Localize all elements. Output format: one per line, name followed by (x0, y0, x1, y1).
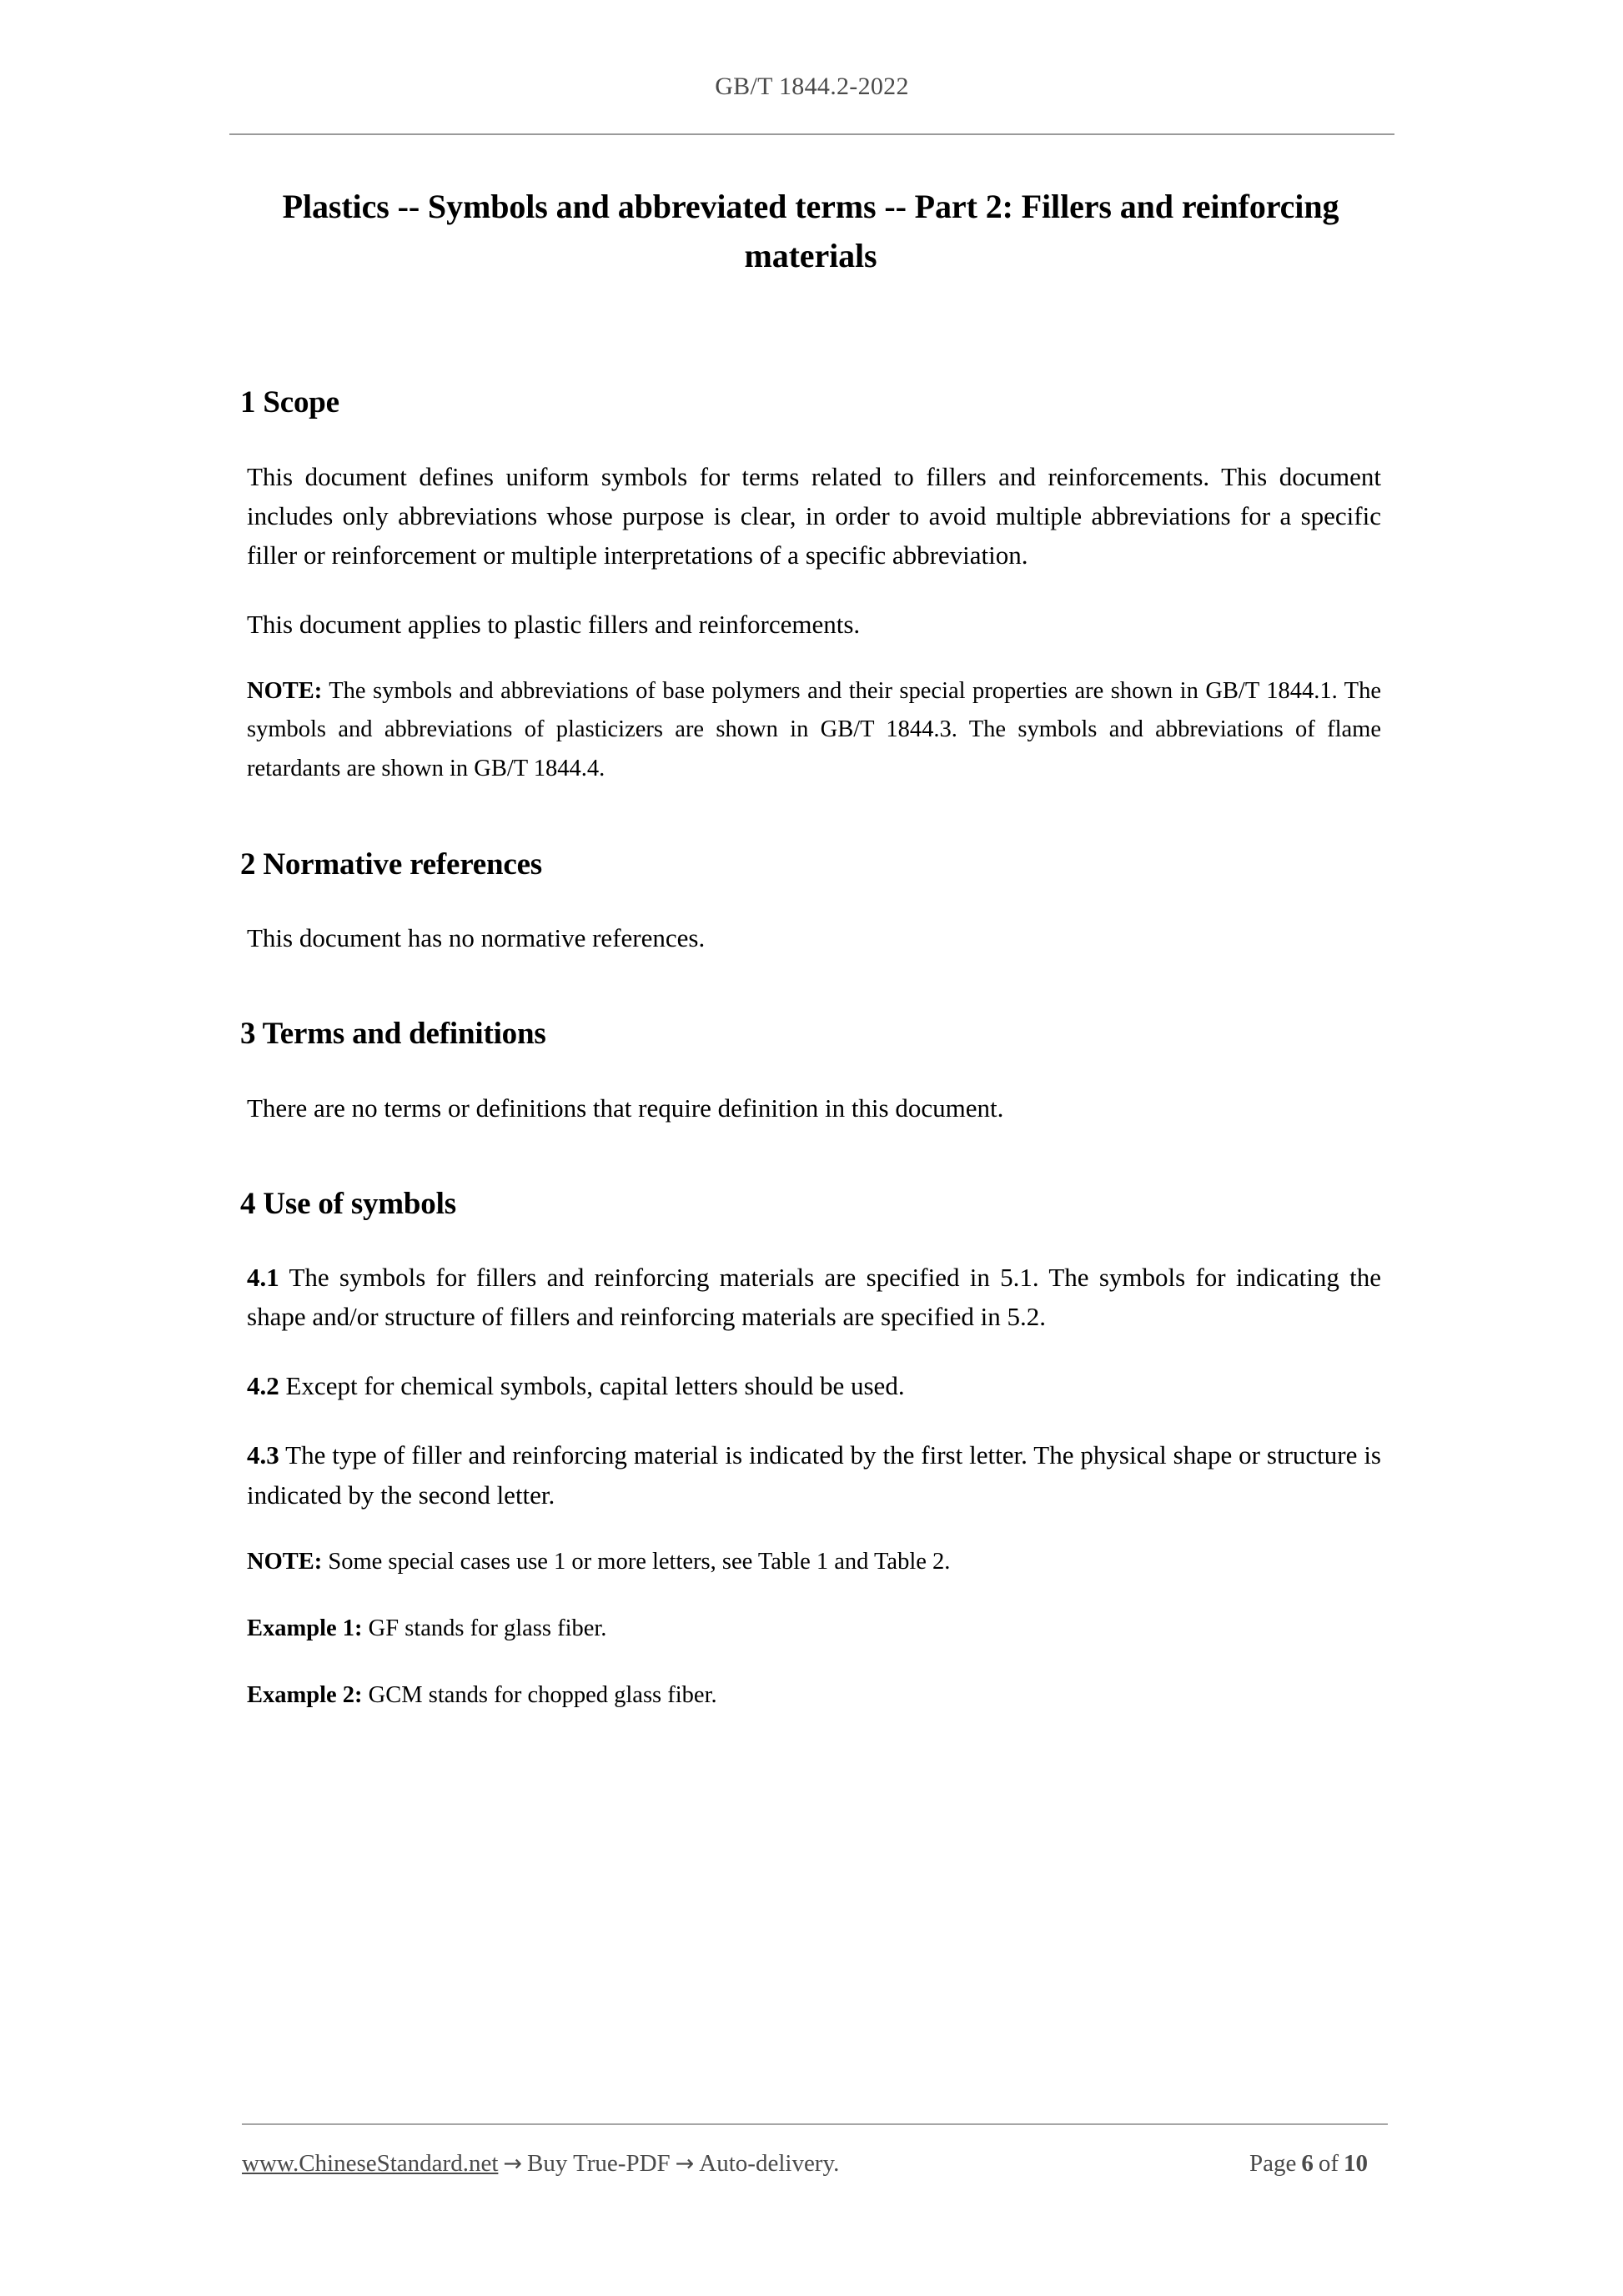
spacer (240, 575, 1381, 605)
clause-4-3 (240, 1435, 1381, 1514)
footer-divider-rule (242, 2123, 1388, 2125)
standard-number-label: GB/T 1844.2-2022 (715, 73, 909, 100)
total-page-number: 10 (1344, 2150, 1368, 2177)
section-heading-use-of-symbols: 4 Use of symbols (240, 1186, 456, 1221)
page-word-label: Page (1249, 2150, 1297, 2177)
scope-note (240, 672, 1381, 787)
spacer (240, 1515, 1381, 1543)
spacer (240, 883, 1381, 918)
auto-delivery-label: Auto-delivery. (699, 2150, 840, 2177)
example-1 (240, 1610, 1381, 1648)
spacer (240, 1405, 1381, 1435)
spacer (240, 422, 1381, 457)
scope-note-label: NOTE: (247, 678, 323, 705)
spacer (240, 1581, 1381, 1610)
clause-4-2-text: Except for chemical symbols, capital letters should be used. (279, 1371, 905, 1401)
scope-paragraph-1: This document defines uniform symbols for terms related to fillers and reinforcements. This document includes only abbreviations whose purpose is clear, in order to avoid multiple abbreviations for a specific filler or reinforcement or multiple interpretations of a specific abbreviation. (247, 461, 1381, 570)
normative-references-paragraph-1: This document has no normative references. (247, 923, 706, 953)
clause-4-1-text: The symbols for fillers and reinforcing materials are specified in 5.1. The symbols for indicating the shape and/or structure of fillers and reinforcing materials are specified in 5.2. (247, 1263, 1381, 1332)
arrow-right-icon: → (503, 2151, 523, 2177)
use-of-symbols-note (240, 1543, 1381, 1581)
page-header (229, 72, 1394, 102)
document-title: Plastics -- Symbols and abbreviated terms -- Part 2: Fillers and reinforcing materials (282, 188, 1339, 275)
header-divider-rule (229, 133, 1394, 135)
spacer (240, 1336, 1381, 1366)
spacer (240, 1223, 1381, 1258)
use-of-symbols-note-label: NOTE: (247, 1548, 323, 1575)
spacer (240, 280, 1381, 384)
scope-note-text: The symbols and abbreviations of base polymers and their special properties are shown in GB/T 1844.1. The symbols and abbreviations of plasticizers are shown in GB/T 1844.3. The symbols and abbreviations of flame retardants are shown in GB/T 1844.4. (247, 678, 1381, 781)
example-1-text: GF stands for glass fiber. (362, 1615, 607, 1641)
clause-4-2-label: 4.2 (247, 1371, 279, 1401)
example-2-label: Example 2: (247, 1681, 363, 1708)
clause-4-1 (240, 1258, 1381, 1336)
scope-paragraph-2: This document applies to plastic fillers and reinforcements. (247, 610, 861, 640)
example-2-text: GCM stands for chopped glass fiber. (362, 1681, 717, 1708)
terms-and-definitions-paragraph-1: There are no terms or definitions that require definition in this document. (247, 1093, 1004, 1123)
document-content (240, 182, 1381, 1715)
spacer (240, 1053, 1381, 1088)
footer-promo (242, 2150, 839, 2178)
current-page-number: 6 (1301, 2150, 1314, 2177)
use-of-symbols-note-text: Some special cases use 1 or more letters, see Table 1 and Table 2. (322, 1548, 951, 1575)
clause-4-2 (240, 1366, 1381, 1405)
section-heading-normative-references: 2 Normative references (240, 847, 543, 882)
clause-4-1-label: 4.1 (247, 1263, 279, 1293)
example-2 (240, 1676, 1381, 1715)
spacer (240, 788, 1381, 847)
section-heading-scope: 1 Scope (240, 385, 339, 420)
page-footer (242, 2150, 1388, 2178)
clause-4-3-label: 4.3 (247, 1440, 279, 1470)
chinesestandard-link[interactable]: www.ChineseStandard.net (242, 2150, 499, 2177)
spacer (240, 644, 1381, 672)
spacer (240, 1128, 1381, 1186)
buy-true-pdf-label: Buy True-PDF (527, 2150, 671, 2177)
arrow-right-icon: → (675, 2151, 695, 2177)
section-heading-terms-and-definitions: 3 Terms and definitions (240, 1017, 546, 1052)
spacer (240, 957, 1381, 1016)
of-word-label: of (1318, 2150, 1339, 2177)
spacer (240, 1648, 1381, 1676)
clause-4-3-text: The type of filler and reinforcing material is indicated by the first letter. The physical shape or structure is indicated by the second letter. (247, 1440, 1381, 1510)
example-1-label: Example 1: (247, 1615, 363, 1641)
page-number-indicator (1249, 2150, 1388, 2178)
